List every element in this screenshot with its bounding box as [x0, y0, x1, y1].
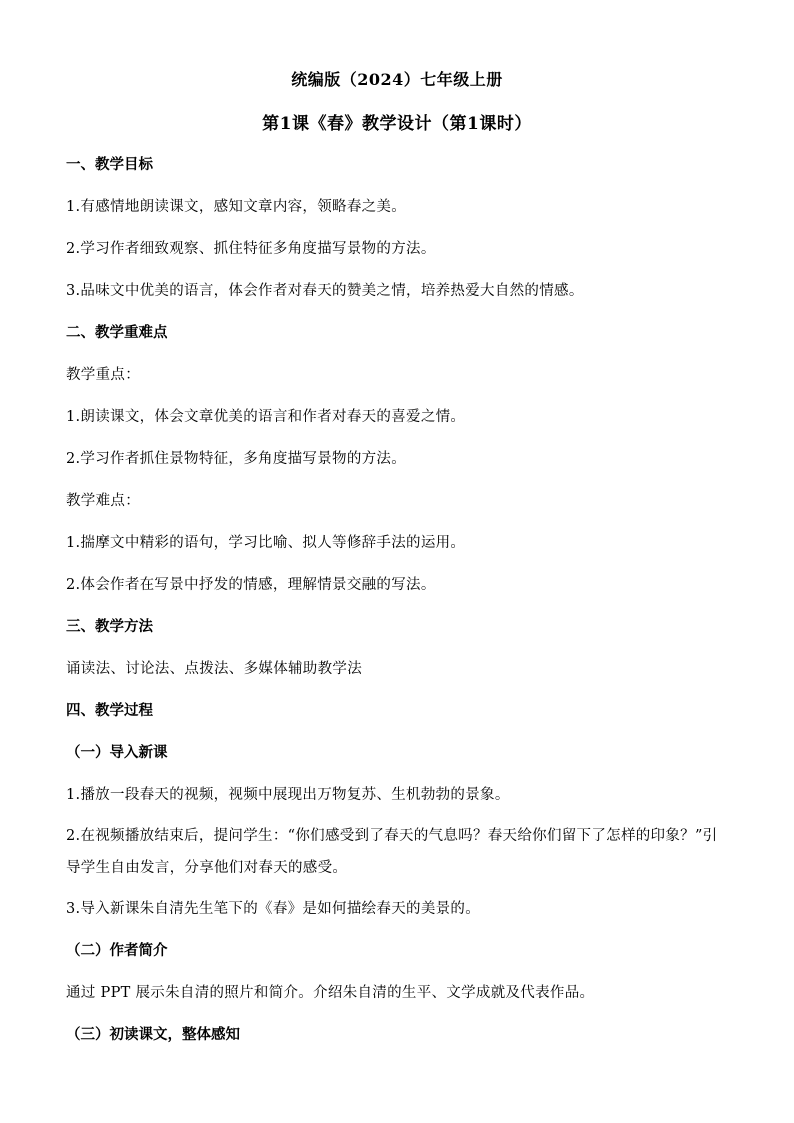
subsection-heading-first-reading: （三）初读课文，整体感知 — [66, 1026, 240, 1043]
subsection-heading-author: （二）作者简介 — [66, 942, 168, 959]
difficulty-item: 1.揣摩文中精彩的语句，学习比喻、拟人等修辞手法的运用。 — [66, 535, 466, 551]
author-text: 通过 PPT 展示朱自清的照片和简介。介绍朱自清的生平、文学成就及代表作品。 — [66, 985, 595, 1001]
focus-item: 2.学习作者抓住景物特征，多角度描写景物的方法。 — [66, 451, 407, 467]
difficulty-item: 2.体会作者在写景中抒发的情感，理解情景交融的写法。 — [66, 577, 436, 593]
methods-text: 诵读法、讨论法、点拨法、多媒体辅助教学法 — [66, 661, 362, 677]
section-heading-process: 四、教学过程 — [66, 702, 153, 719]
objective-item: 1.有感情地朗读课文，感知文章内容，领略春之美。 — [66, 199, 407, 215]
section-heading-key-points: 二、教学重难点 — [66, 324, 168, 341]
section-heading-methods: 三、教学方法 — [66, 618, 153, 635]
focus-label: 教学重点： — [66, 367, 140, 383]
intro-item: 1.播放一段春天的视频，视频中展现出万物复苏、生机勃勃的景象。 — [66, 787, 510, 803]
focus-item: 1.朗读课文，体会文章优美的语言和作者对春天的喜爱之情。 — [66, 409, 466, 425]
document-subtitle: 第1课《春》教学设计（第1课时） — [262, 114, 532, 134]
objective-item: 2.学习作者细致观察、抓住特征多角度描写景物的方法。 — [66, 241, 436, 257]
intro-item: 2.在视频播放结束后，提问学生：“你们感受到了春天的气息吗？春天给你们留下了怎样的印象？”引导学生自由发言，分享他们对春天的感受。 — [66, 828, 718, 876]
intro-item: 3.导入新课朱自清先生笔下的《春》是如何描绘春天的美景的。 — [66, 901, 481, 917]
subsection-heading-intro: （一）导入新课 — [66, 744, 168, 761]
section-heading-objectives: 一、教学目标 — [66, 156, 153, 173]
objective-item: 3.品味文中优美的语言，体会作者对春天的赞美之情，培养热爱大自然的情感。 — [66, 283, 584, 299]
document-title: 统编版（2024）七年级上册 — [291, 70, 503, 89]
difficulty-label: 教学难点： — [66, 493, 140, 509]
